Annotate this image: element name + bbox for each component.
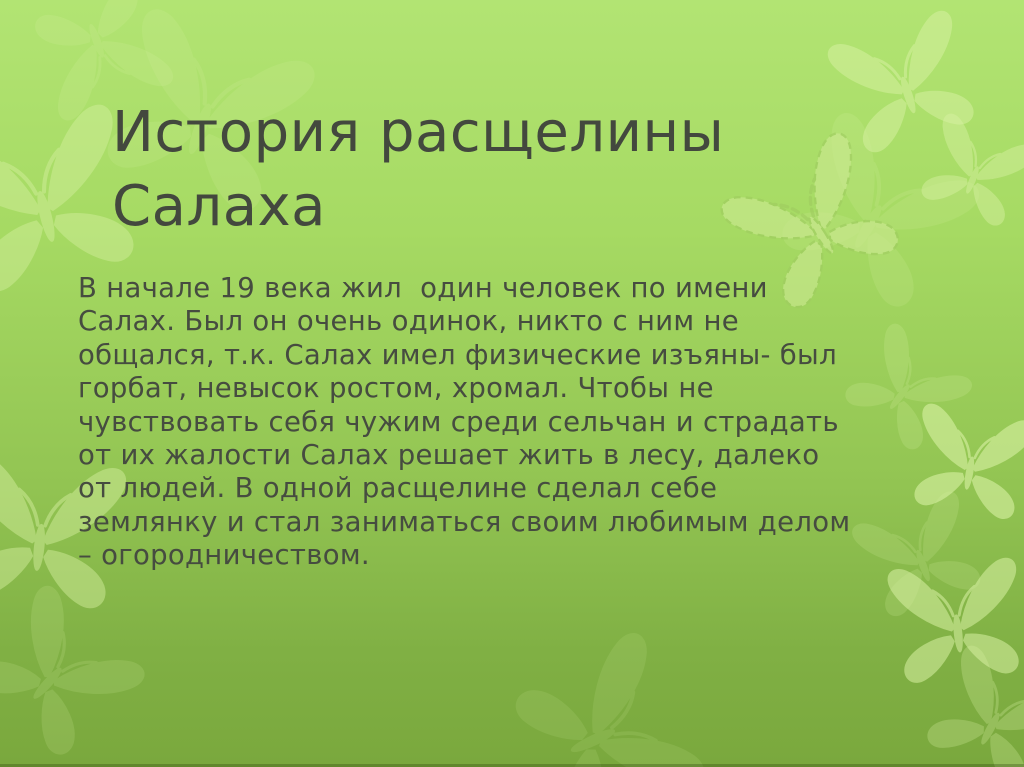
body-text-line: горбат, невысок ростом, хромал. Чтобы не [78,372,714,405]
butterfly-icon [907,403,1024,522]
body-text-line: общался, т.к. Салах имел физические изъяны- был [78,338,837,371]
body-text-line: от их жалости Салах решает жить в лесу, далеко [78,439,820,472]
slide-body-text [78,272,850,573]
body-text-line: землянку и стал заниматься своим любимым делом [78,505,851,538]
body-text-line: от людей. В одной расщелине сделал себе [78,472,718,505]
page-title [112,96,724,244]
butterfly-icon [0,582,148,764]
body-text-line: Салах. Был он очень одинок, никто с ним не [78,305,739,338]
body-text-line: В начале 19 века жил один человек по имени [78,272,768,304]
title-line-1: История расщелины [112,100,725,165]
body-text-line: – огородничеством. [78,539,370,572]
body-text-line: чувствовать себя чужим среди сельчан и страдать [78,405,839,438]
title-line-2: Салаха [112,173,326,239]
butterfly-icon [507,629,707,767]
